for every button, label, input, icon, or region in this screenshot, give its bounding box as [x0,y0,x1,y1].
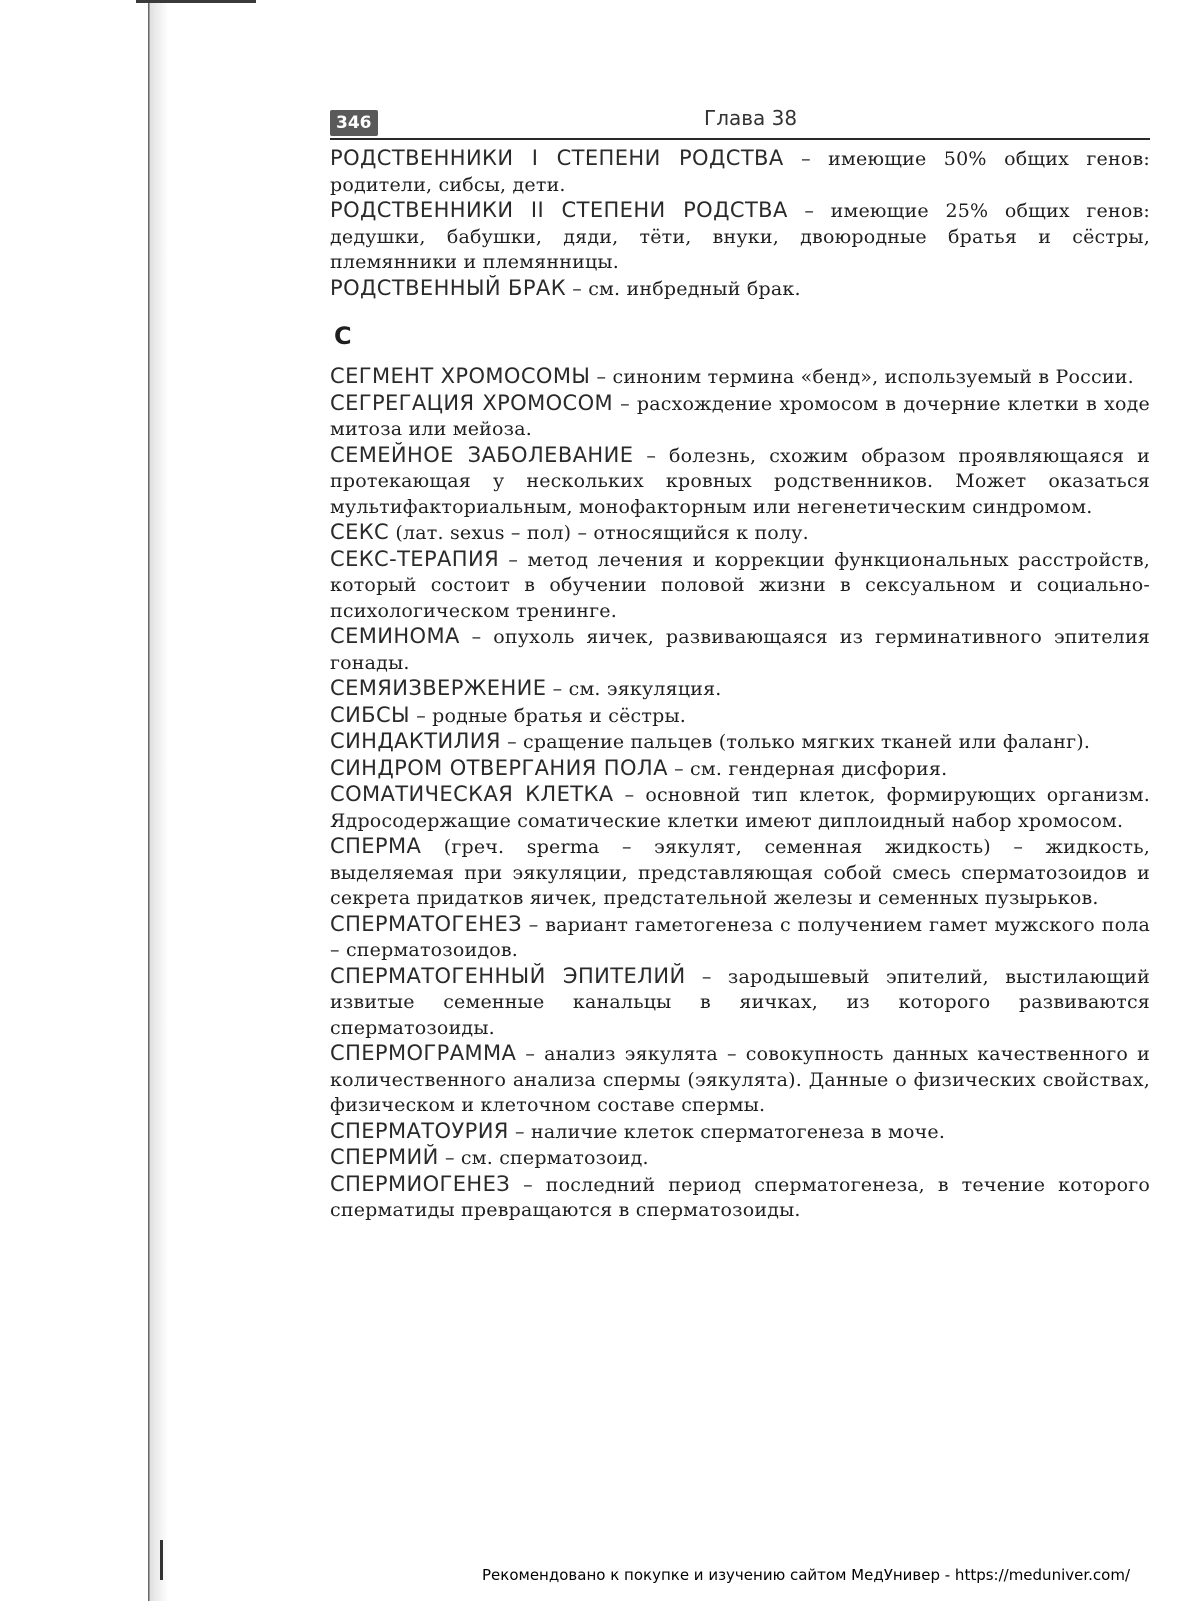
entry-term: СПЕРМАТОГЕНЕЗ [330,911,523,936]
entry-definition: – синоним термина «бенд», используемый в России. [590,366,1134,388]
entry-term: РОДСТВЕННИКИ II СТЕПЕНИ РОДСТВА [330,198,788,222]
glossary-entry [330,1172,1150,1224]
glossary-entry [330,756,1150,783]
entry-definition: – см. эякуляция. [546,678,722,700]
entry-term: СЕМИНОМА [330,624,460,648]
page-header [330,104,1150,140]
entry-definition: – основной тип клеток, формирующих организм. Ядросодержащие соматические клетки имеют диплоидный набор хромосом. [330,784,1150,832]
entry-term: СЕКС-ТЕРАПИЯ [330,546,500,571]
book-page [330,104,1150,1224]
entry-term: СИНДАКТИЛИЯ [330,729,501,753]
glossary-entry [330,834,1150,912]
entry-definition: – родные братья и сёстры. [409,704,687,727]
entry-term: СОМАТИЧЕСКАЯ КЛЕТКА [330,782,614,806]
entry-term: СПЕРМАТОГЕННЫЙ ЭПИТЕЛИЙ [330,963,686,988]
entry-definition: – наличие клеток сперматогенеза в моче. [508,1120,946,1143]
glossary-entry [330,729,1150,756]
scan-shadow [150,0,168,1601]
glossary-entry [330,146,1150,198]
entry-definition: – расхождение хромосом в дочерние клетки в ходе митоза или мейоза. [330,392,1151,440]
glossary-entry [330,624,1150,676]
entry-term: СЕМЯИЗВЕРЖЕНИЕ [330,676,547,700]
chapter-title: Глава 38 [704,106,798,130]
glossary-entry [330,443,1150,521]
entry-definition: (греч. sperma – эякулят, семенная жидкость) – жидкость, выделяемая при эякуляции, представляющая собой смесь сперматозоидов и секрета придатков яичек, предстательной железы и семенных пузырьков. [330,836,1150,909]
entry-definition: – имеющие 25% общих генов: дедушки, бабушки, дяди, тёти, внуки, двоюродные братья и сёстры, племянники и племянницы. [330,200,1150,273]
glossary-section-r [330,146,1150,302]
glossary-entry [330,391,1150,443]
entry-definition: – анализ эякулята – совокупность данных качественного и количественного анализа спермы (эякулята). Данные о физических свойствах, физическом и клеточном составе спермы. [330,1043,1150,1116]
glossary-section-s [330,364,1150,1224]
glossary-entry [330,520,1150,547]
glossary-entry [330,198,1150,276]
entry-definition: – болезнь, схожим образом проявляющаяся и протекающая у нескольких кровных родственников. Может оказаться мультифакториальным, монофакторным или негенетическим синдромом. [330,444,1150,518]
entry-term: РОДСТВЕННИКИ I СТЕПЕНИ РОДСТВА [330,146,784,170]
glossary-entry [330,964,1150,1042]
glossary-entry [330,703,1150,730]
glossary-entry [330,782,1150,834]
glossary-entry [330,1119,1150,1146]
scan-mark [160,1540,163,1580]
footer-note: Рекомендовано к покупке и изучению сайтом МедУнивер - https://meduniver.com/ [482,1566,1130,1584]
entry-definition: – последний период сперматогенеза, в течение которого сперматиды превращаются в сперматозоиды. [330,1173,1150,1221]
entry-term: СЕГРЕГАЦИЯ ХРОМОСОМ [330,390,614,415]
entry-term: СИНДРОМ ОТВЕРГАНИЯ ПОЛА [330,755,668,780]
entry-definition: – опухоль яичек, развивающаяся из герминативного эпителия гонады. [330,626,1150,674]
entry-term: СПЕРМАТОУРИЯ [330,1118,509,1143]
entry-term: СЕКС [330,520,390,544]
entry-term: СЕМЕЙНОЕ ЗАБОЛЕВАНИЕ [330,442,634,467]
entry-term: СПЕРМИОГЕНЕЗ [330,1171,511,1196]
entry-term: СПЕРМИЙ [330,1145,439,1169]
entry-definition: – см. инбредный брак. [566,277,801,300]
glossary-entry [330,676,1150,703]
glossary-entry [330,364,1150,391]
section-letter: С [334,322,352,350]
entry-term: СИБСЫ [330,702,410,727]
glossary-entry [330,276,1150,303]
entry-definition: – вариант гаметогенеза с получением гамет мужского пола – сперматозоидов. [330,913,1150,961]
entry-definition: – см. гендерная дисфория. [667,757,948,780]
entry-term: СПЕРМА [330,834,422,858]
entry-term: СЕГМЕНТ ХРОМОСОМЫ [330,364,591,388]
entry-definition: – метод лечения и коррекции функциональных расстройств, который состоит в обучении половой жизни в сексуальном и социально-психологическом тренинге. [330,548,1150,622]
entry-term: РОДСТВЕННЫЙ БРАК [330,275,567,300]
glossary-entry [330,912,1150,964]
entry-definition: – зародышевый эпителий, выстилающий извитые семенные канальцы в яичках, из которого развиваются сперматозоиды. [330,965,1150,1039]
glossary-entry [330,1041,1150,1119]
entry-definition: – сращение пальцев (только мягких тканей или фаланг). [500,731,1091,753]
glossary-entry [330,1145,1150,1172]
entry-definition: (лат. sexus – пол) – относящийся к полу. [389,522,809,544]
entry-term: СПЕРМОГРАММА [330,1041,517,1065]
entry-definition: – см. сперматозоид. [438,1147,649,1169]
entry-definition: – имеющие 50% общих генов: родители, сибсы, дети. [330,148,1151,196]
page-number: 346 [330,110,378,136]
scan-page-edge [148,0,150,1601]
scan-top-corner [136,0,256,17]
glossary-entry [330,547,1150,625]
